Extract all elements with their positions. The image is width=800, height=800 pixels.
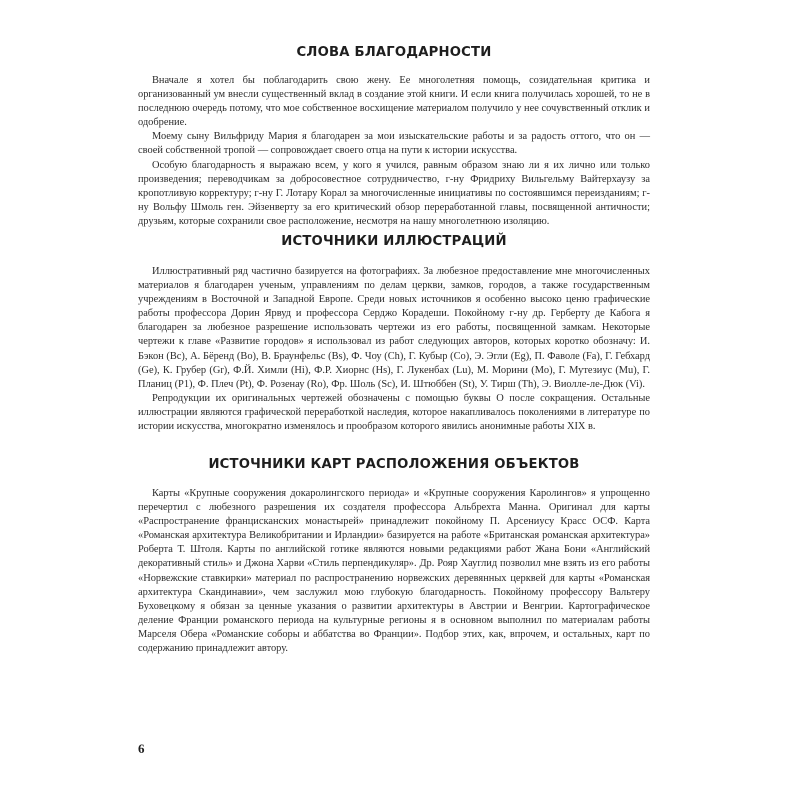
illustration-sources-section [138,234,650,434]
illustration-sources-heading: ИСТОЧНИКИ ИЛЛЮСТРАЦИЙ [281,234,507,249]
acknowledgements-paragraph: Вначале я хотел бы поблагодарить свою жену. Ее многолетняя помощь, созидательная критика и организованный ум внесли существенный вклад в создание этой книги. И если книга получилась хорошей, то не в последнюю очередь потому, что мое собственное восхищение материалом получило у нее сочувственный отклик и одобрение. [138,75,650,129]
illustration-sources-paragraph: Репродукции их оригинальных чертежей обозначены с помощью буквы О после сокращения. Остальные иллюстрации являются графической переработкой наследия, которое накапливалось поколениями в литературе по истории искусства, многократно изменялось и прообразом которого явились анонимные работы XIX в. [138,392,650,433]
acknowledgements-paragraph: Моему сыну Вильфриду Мария я благодарен за мои изыскательские работы и за радость оттого, что он — своей собственной тропой — сопровождает своего отца на пути к истории искусства. [138,131,650,157]
map-sources-section [138,457,650,656]
page-number: 6 [138,741,145,756]
acknowledgements-heading: СЛОВА БЛАГОДАРНОСТИ [296,45,492,60]
map-sources-paragraph: Карты «Крупные сооружения докаролингского периода» и «Крупные сооружения Каролингов» я упрощенно перечертил с любезного разрешения их создателя профессора Альбрехта Манна. Оригинал для карты «Распространение францисканских монастырей» принадлежит покойному П. Арсениусу Красс ОСФ. Карта «Романская архитектура Великобритании и Ирландии» базируется на работе «Британская романская архитектура» Роберта Т. Штоля. Карты по английской готике являются новыми редакциями работ Жана Бони «Английский декоративный стиль» и Джона Харви «Стиль перпендикуляр». Др. Рояр Хауглид позволил мне взять из его работы «Норвежские ставкирки» материал по распространению норвежских деревянных церквей для карты «Романская архитектура Скандинавии», чем заслужил мою глубокую благодарность. Покойному профессору Вальтеру Буховецкому я обязан за ценные указания о развитии архитектуры в Австрии и Венгрии. Картографическое деление Франции романского периода на культурные регионы я в основном выполнил по материалам работы Марселя Обера «Романские соборы и аббатства во Франции». Подбор этих, как, впрочем, и остальных, карт по содержанию принадлежит автору. [138,488,650,655]
acknowledgements-section [138,45,650,229]
illustration-sources-paragraph: Иллюстративный ряд частично базируется на фотографиях. За любезное предоставление мне многочисленных материалов я благодарен ученым, управлениям по делам церкви, замков, городов, а также государственным учреждениям в Восточной и Западной Европе. Среди новых источников я особенно высоко ценю графические работы профессора Дорин Ярвуд и профессора Серджо Корадеши. Покойному г-ну др. Герберту де Кабога я благодарен за любезное разрешение использовать чертежи из его работы, посвященной замкам. Некоторые чертежи к главе «Развитие городов» я использовал из работ следующих авторов, которых коротко обозначу: И. Бэкон (Bc), А. Бёренд (Bo), В. Браунфельс (Bs), Ф. Чоу (Ch), Г. Кубыр (Co), Э. Эгли (Eg), П. Фаволе (Fa), Г. Гебхард (Ge), К. Грубер (Gr), Ф.Й. Химли (Hi), Ф.Р. Хиорнс (Hs), Г. Лукенбах (Lu), М. Морини (Mo), Г. Мутезиус (Mu), Г. Планиц (P1), Ф. Плеч (Pt), Ф. Розенау (Ro), Фр. Шоль (Sc), И. Штюббен (St), У. Тирш (Th), Э. Виолле-ле-Дюк (Vi). [138,266,650,390]
acknowledgements-paragraph: Особую благодарность я выражаю всем, у кого я учился, равным образом знаю ли я их лично или только произведения; переводчикам за добросовестное сотрудничество, г-ну Фридриху Вильгельму Вайтерхаузу за кропотливую корректуру; г-ну Г. Лотару Корал за многочисленные инициативы по состоявшимся переизданиям; г-ну Вольфу Шмоль ген. Эйзенверту за его критический обзор переработанной главы, посвященной античности; друзьям, которые сохранили свое расположение, несмотря на нашу многолетнюю изоляцию. [138,159,650,227]
map-sources-heading: ИСТОЧНИКИ КАРТ РАСПОЛОЖЕНИЯ ОБЪЕКТОВ [208,457,580,472]
